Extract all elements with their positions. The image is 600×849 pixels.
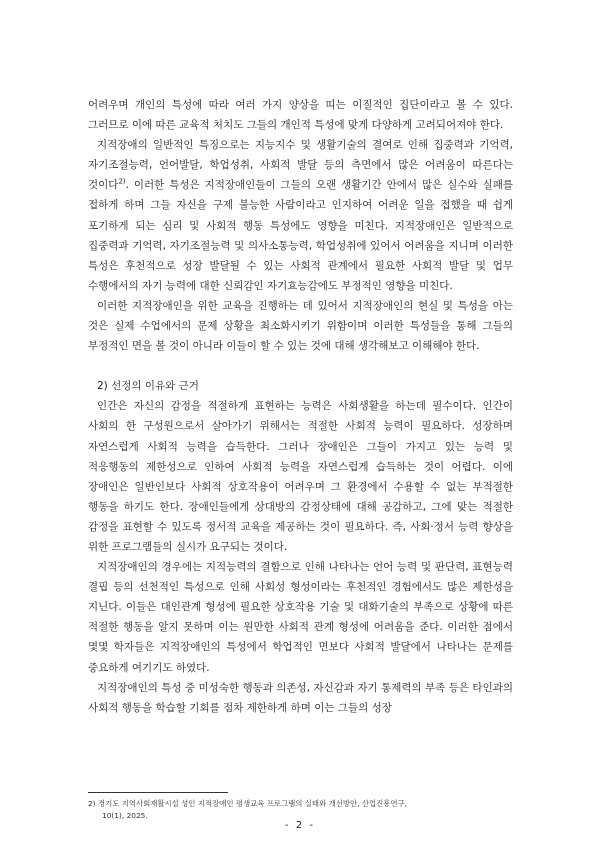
paragraph-2-text-a: 지적장애의 일반적인 특징으로는 지능지수 및 생활기술의 결여로 인해 집중력과 기억력, 자기조절능력, 언어발달, 학업성취, 사회적 발달 등의 측면에서 많은 어려움이 따른다는 것이다: [88, 139, 513, 192]
paragraph-1: 어려우며 개인의 특성에 따라 여러 가지 양상을 띠는 이질적인 집단이라고 볼 수 있다. 그러므로 이에 따른 교육적 처치도 그들의 개인적 특성에 맞게 다양하게 고려되어져야 한다.: [88, 99, 513, 132]
footnote: [88, 798, 513, 822]
paragraph-6: 지적장애인의 특성 중 미성숙한 행동과 의존성, 자신감과 자기 통제력의 부족 등은 타인과의 사회적 행동을 학습할 기회를 점차 제한하게 하며 이는 그들의 성장: [88, 681, 513, 714]
footnote-divider: [88, 792, 228, 793]
footnote-line-2: 10(1), 2025.: [102, 811, 148, 820]
paragraph-3: 이러한 지적장애인을 위한 교육을 진행하는 데 있어서 지적장애인의 현실 및 특성을 아는 것은 실제 수업에서의 문제 상황을 최소화시키기 위함이며 이러한 특성들을 통해 그들의 부정적인 면을 볼 것이 아니라 이들이 할 수 있는 것에 대해 생각해보고 이해해야 한다.: [88, 299, 513, 353]
footnote-reference: 2): [118, 177, 126, 186]
section-spacer: [88, 356, 513, 376]
paragraph-4: 인간은 자신의 감정을 적절하게 표현하는 능력은 사회생활을 하는데 필수이다. 인간이 사회의 한 구성원으로서 살아가기 위해서는 적절한 사회적 능력이 필요하다. 성장하며 자연스럽게 사회적 능력을 습득한다. 그러나 장애인은 그들이 가지고 있는 능력 및 적응행동의 제한성으로 인하여 사회적 능력을 자연스럽게 습득하는 것이 어렵다. 이에 장애인은 일반인보다 사회적 상호작용이 어려우며 그 환경에서 수용할 수 없는 부적절한 행동을 하기도 한다. 장애인들에게 상대방의 감정상태에 대해 공감하고, 그에 맞는 적절한 감정을 표현할 수 있도록 정서적 교육을 제공하는 것이 필요하다. 즉, 사회·정서 능력 향상을 위한 프로그램들의 실시가 요구되는 것이다.: [88, 400, 513, 553]
footnote-line-1: 2) 경기도 지역사회재활시설 성인 지적장애인 평생교육 프로그램의 실태와 개선방안, 산업진흥연구,: [88, 799, 408, 808]
body-text: [88, 95, 513, 718]
paragraph-2: [88, 135, 513, 296]
paragraph-5: 지적장애인의 경우에는 지적능력의 결함으로 인해 나타나는 언어 능력 및 판단력, 표현능력 결핍 등의 선천적인 특성으로 인해 사회성 형성이라는 후천적인 경험에서도 많은 제한성을 지닌다. 이들은 대인관계 형성에 필요한 상호작용 기술 및 대화기술의 부족으로 상황에 따른 적절한 행동을 알지 못하며 이는 원만한 사회적 관계 형성에 어려움을 준다. 이러한 점에서 몇몇 학자들은 지적장애인의 특성에서 학업적인 면보다 사회적 발달에서 나타나는 문제를 중요하게 여기기도 하였다.: [88, 561, 513, 674]
paragraph-2-text-b: . 이러한 특성은 지적장애인들이 그들의 오랜 생활기간 안에서 많은 실수와 실패를 접하게 하며 그들 자신을 구제 불능한 사람이라고 인지하여 어려운 일을 접했을 때 쉽게 포기하게 되는 심리 및 사회적 행동 특성에도 영향을 미친다. 지적장애인은 일반적으로 집중력과 기억력, 자기조절능력 및 의사소통능력, 학업성취에 있어서 어려움을 지니며 이러한 특성은 후천적으로 성장 발달될 수 있는 사회적 관계에서 필요한 사회적 발달 및 업무 수행에서의 자기 능력에 대한 신뢰감인 자기효능감에도 부정적인 영향을 미친다.: [88, 179, 513, 292]
page-number: - 2 -: [285, 820, 315, 831]
section-heading: 2) 선정의 이유와 근거: [97, 380, 199, 393]
